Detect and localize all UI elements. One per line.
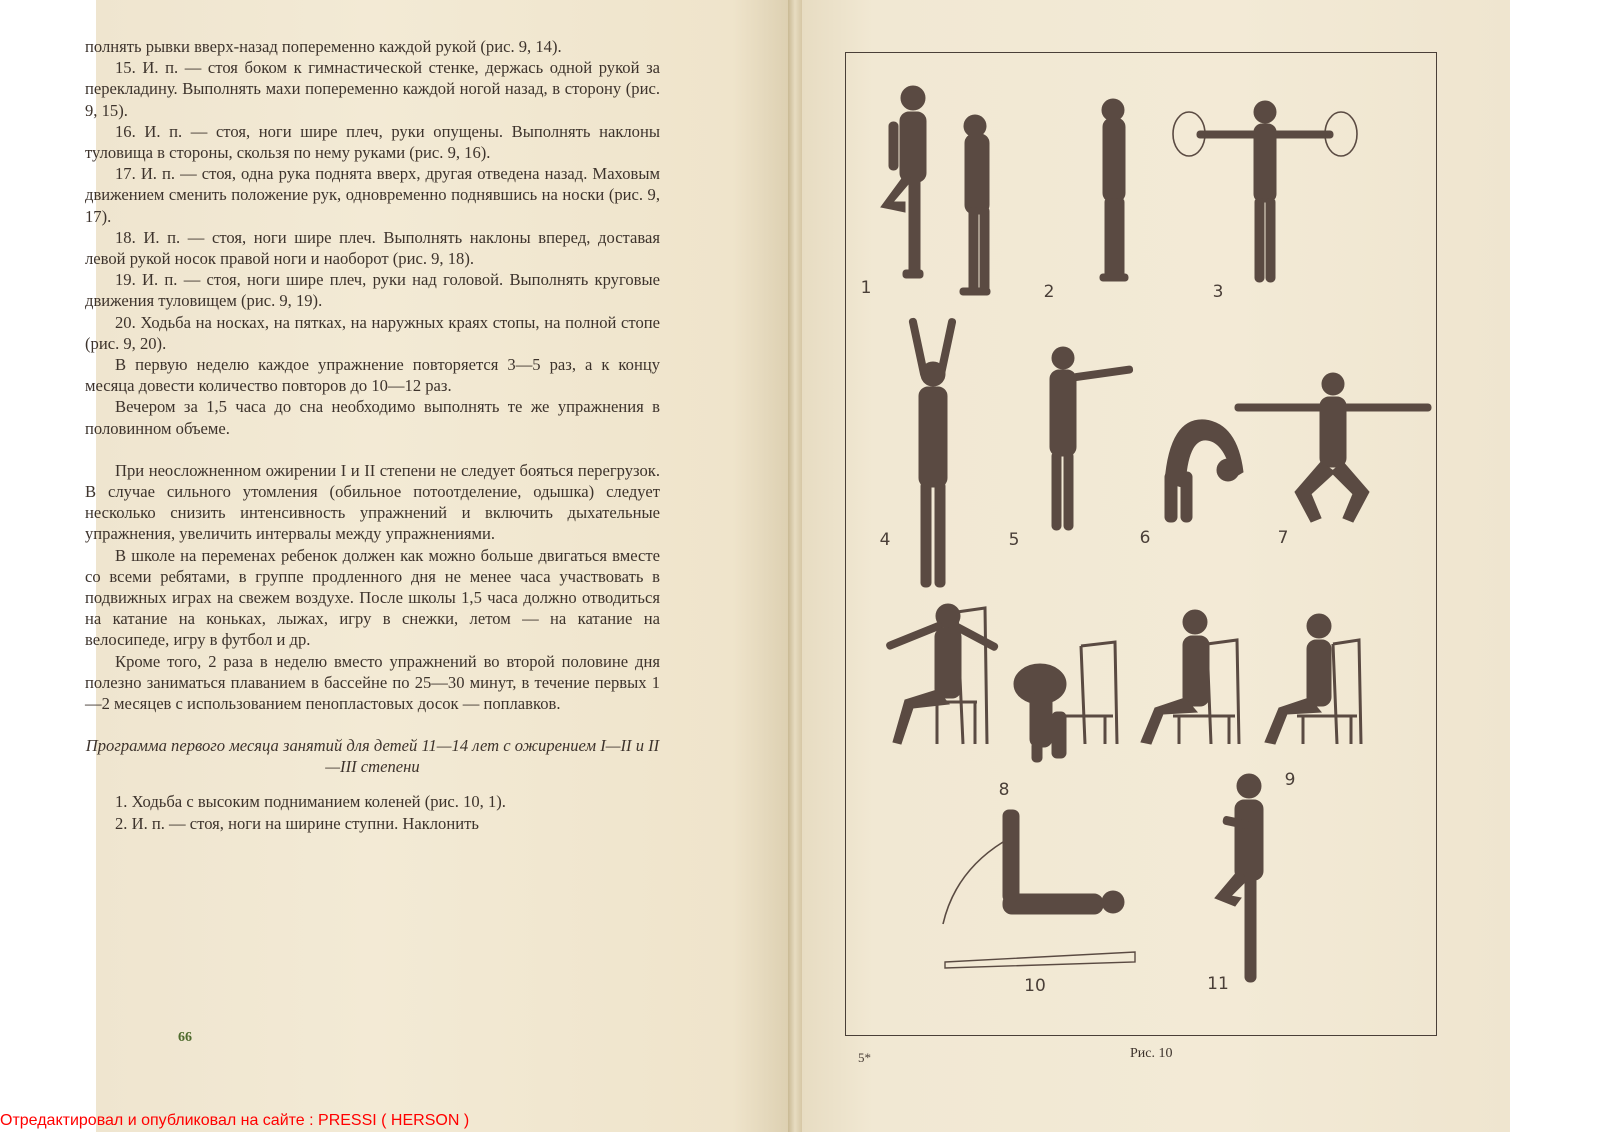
page-number: 66 bbox=[178, 1030, 192, 1045]
paragraph: 17. И. п. — стоя, одна рука поднята вверх, другая отведена назад. Маховым движением сменить положение рук, одновременно поднявшись на носки (рис. 9, 17). bbox=[85, 164, 660, 226]
paragraph: 15. И. п. — стоя боком к гимнастической стенке, держась одной рукой за перекладину. Выполнять махи попеременно каждой ногой назад, в сторону (рис. 9, 15). bbox=[85, 58, 660, 120]
paragraph: В школе на переменах ребенок должен как можно больше двигаться вместе со всеми ребятами, в группе продленного дня не менее часа участвовать в подвижных играх на свежем воздухе. После школы 1,5 часа должно отводиться на катание на коньках, лыжах, игру в снежки, летом — на катание на велосипеде, игру в футбол и др. bbox=[85, 545, 660, 650]
figure-12-silhouette bbox=[1265, 614, 1331, 744]
figure-14-silhouette bbox=[1215, 774, 1263, 982]
figure-label: 8 bbox=[998, 780, 1010, 800]
figure-caption: Рис. 10 bbox=[1130, 1046, 1173, 1061]
figure-1-silhouette bbox=[881, 86, 926, 278]
figure-label: 3 bbox=[1212, 282, 1224, 302]
footer-watermark: Отредактировал и опубликовал на сайте : PRESSI ( HERSON ) bbox=[0, 1112, 470, 1129]
paragraph: 19. И. п. — стоя, ноги шире плеч, руки над головой. Выполнять круговые движения туловищем (рис. 9, 19). bbox=[85, 270, 660, 311]
section-heading: Программа первого месяца занятий для детей 11—14 лет с ожирением I—II и II—III степени bbox=[85, 736, 660, 777]
figure-label: 4 bbox=[879, 530, 891, 550]
figure-9-silhouette bbox=[886, 604, 999, 744]
figure-label: 9 bbox=[1284, 770, 1296, 790]
paragraph: 2. И. п. — стоя, ноги на ширине ступни. Наклонить bbox=[115, 813, 479, 833]
paragraph: 18. И. п. — стоя, ноги шире плеч. Выполнять наклоны вперед, доставая левой рукой носок правой ноги и наоборот (рис. 9, 18). bbox=[85, 227, 660, 269]
signature-mark: 5* bbox=[858, 1050, 871, 1065]
paragraph: В первую неделю каждое упражнение повторяется 3—5 раз, а к концу месяца довести количество повторов до 10—12 раз. bbox=[85, 355, 660, 396]
figure-label: 7 bbox=[1277, 528, 1289, 548]
paragraph: полнять рывки вверх-назад попеременно каждой рукой (рис. 9, 14). bbox=[85, 37, 562, 56]
paragraph: 1. Ходьба с высоким подниманием коленей (рис. 10, 1). bbox=[115, 792, 506, 812]
figure-8-silhouette bbox=[1235, 373, 1431, 522]
book-spine bbox=[788, 0, 802, 1132]
paragraph: 20. Ходьба на носках, на пятках, на наружных краях стопы, на полной стопе (рис. 9, 20). bbox=[85, 312, 660, 353]
figure-label: 2 bbox=[1043, 282, 1055, 302]
figure-2-silhouette bbox=[960, 115, 990, 295]
figure-7-silhouette bbox=[1165, 420, 1243, 522]
paragraph: 16. И. п. — стоя, ноги шире плеч, руки опущены. Выполнять наклоны туловища в стороны, скользя по нему руками (рис. 9, 16). bbox=[85, 121, 660, 163]
paragraph: Вечером за 1,5 часа до сна необходимо выполнять те же упражнения в половинном объеме. bbox=[85, 397, 660, 438]
figure-6-silhouette bbox=[1050, 347, 1133, 530]
figure-11-silhouette bbox=[1141, 610, 1209, 744]
figure-13-silhouette bbox=[945, 810, 1135, 968]
left-page-text bbox=[85, 36, 660, 834]
paragraph: При неосложненном ожирении I и II степени не следует бояться перегрузок. В случае сильного утомления (обильное потоотделение, одышка) следует несколько снизить интенсивность упражнений и включить дыхательные упражнения, увеличить интервалы между упражнениями. bbox=[85, 460, 660, 544]
figure-5-silhouette bbox=[909, 318, 956, 587]
figure-label: 6 bbox=[1139, 528, 1151, 548]
figure-10-silhouette bbox=[1014, 664, 1066, 762]
paragraph: Кроме того, 2 раза в неделю вместо упражнений во второй половине дня полезно заниматься плаванием в бассейне по 25—30 минут, в течение первых 1—2 месяцев с использованием пенопластовых досок — поплавков. bbox=[85, 651, 660, 714]
figure-3-silhouette bbox=[1100, 99, 1128, 281]
figure-label: 1 bbox=[860, 278, 872, 298]
figure-label: 5 bbox=[1008, 530, 1020, 550]
figure-label: 11 bbox=[1207, 974, 1229, 994]
figure-4-silhouette bbox=[1197, 101, 1333, 282]
figure-label: 10 bbox=[1024, 976, 1046, 996]
